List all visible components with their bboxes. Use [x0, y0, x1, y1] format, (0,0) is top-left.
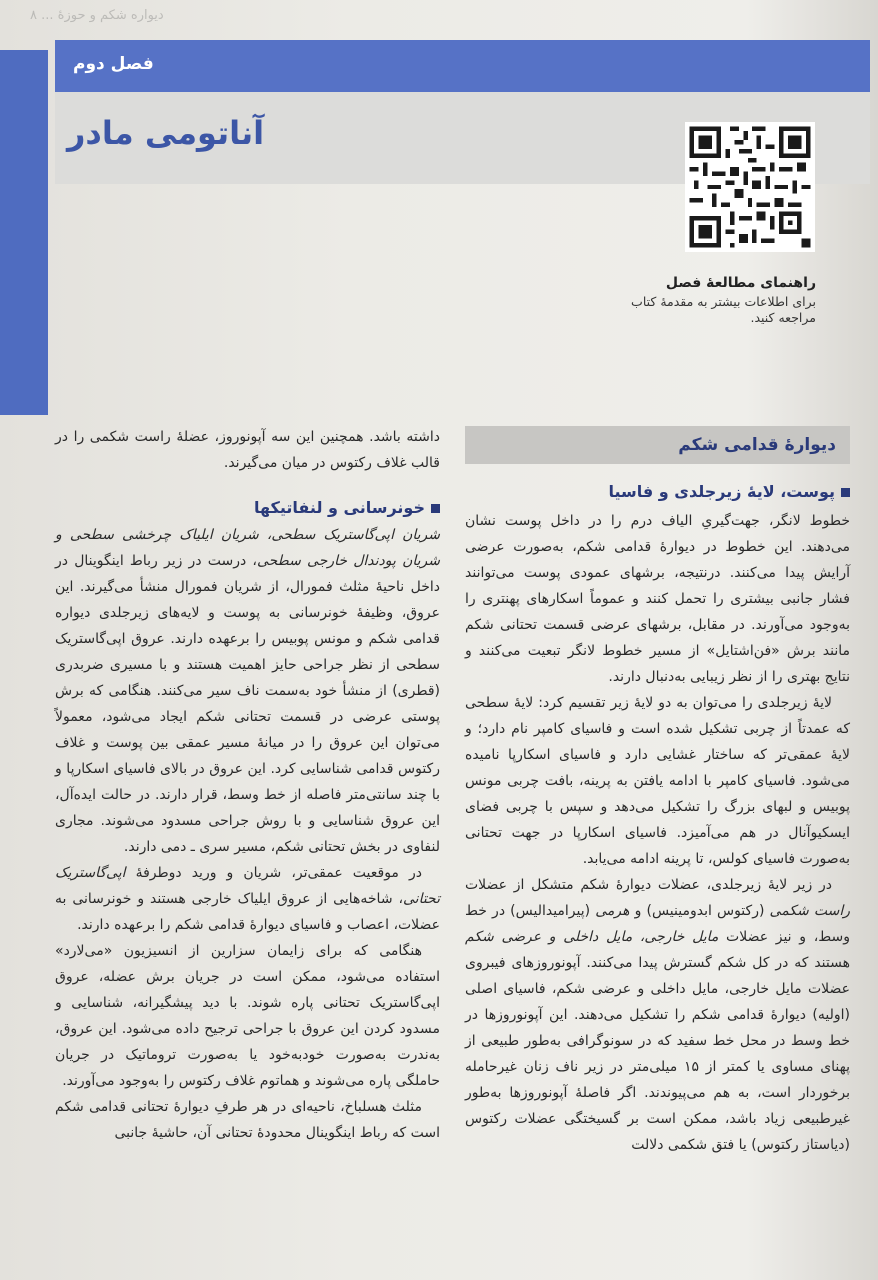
subsection-heading-skin-text: پوست، لایهٔ زیرجلدی و فاسیا [608, 482, 835, 501]
text-run: ، درست در زیر رباط اینگوینال در داخل ناحیهٔ مثلث فمورال، از شریان فمورال منشأ می‌گیرند. این عروق، وظیفهٔ خونرسانی به پوست و لایه‌های زیرجلدی دیواره قدامی شکم و مونس پوبیس را برعهده دارند. عروق اپی‌گاستریک سطحی از نظر جراحی حایز اهمیت هستند و با مسیری ضربدری (قطری) از منشأ خود به‌سمت ناف سیر می‌کنند. هنگامی که برش پوستی عرضی در قسمت تحتانی شکم ایجاد می‌شود، معمولاً می‌توان این عروق را در میانهٔ مسیر عمقی بین پوست و غلاف رکتوس قدامی شناسایی کرد. این عروق در بالای فاسیای اسکارپا و با چند سانتی‌متر فاصله از خط وسط، قرار دارند. در حالت ایده‌آل، این عروق شناسایی و با روش جراحی مسدود می‌شوند. مجاری لنفاوی در بخش تحتانی شکم، مسیر سری ـ دمی دارند. [55, 553, 440, 855]
italic-term: شریان اپی‌گاستریک سطحی، شریان ایلیاک چرخشی سطحی و شریان پودندال خارجی سطحی [55, 527, 441, 569]
subsection-heading-blood [55, 496, 440, 522]
text-run: در موقعیت عمقی‌تر، شریان و ورید دوطرفهٔ [125, 865, 422, 881]
paragraph: لایهٔ زیرجلدی را می‌توان به دو لایهٔ زیر تقسیم کرد: لایهٔ سطحی که عمدتاً از چربی تشکیل شده است و فاسیای کامپر نام دارد؛ و لایهٔ عمقی‌تر که ساختار غشایی دارد و فاسیای اسکارپا نامیده می‌شود. فاسیای کامپر با ادامه یافتن به پرینه، بافت چربی مونس پوبیس و لبهای بزرگ را تشکیل می‌دهد و سپس با چربی فضای ایسکیوآنال در هم می‌آمیزد. فاسیای اسکارپا در جهت تحتانی به‌صورت فاسیای کولس، تا پرینه ادامه می‌یابد. [465, 695, 850, 867]
running-head: دیواره شکم و حوزهٔ ... ۸ [30, 8, 164, 23]
subsection-heading-blood-text: خونرسانی و لنفاتیکها [253, 498, 425, 517]
section-heading-box [465, 426, 850, 464]
text-run: (پیرامیدالیس) در خط وسط، و نیز عضلات [465, 903, 850, 945]
chapter-label: فصل دوم [73, 54, 154, 74]
square-bullet-icon [841, 488, 850, 497]
qr-code-icon[interactable] [685, 122, 815, 252]
square-bullet-icon [431, 504, 440, 513]
italic-term: اپی‌گاستریک تحتانی [55, 865, 440, 907]
paragraph [465, 872, 850, 1158]
italic-term: راست شکمی [769, 903, 850, 919]
paragraph: داشته باشد. همچنین این سه آپونوروز، عضلهٔ راست شکمی را در قالب غلاف رکتوس در میان می‌گیرند. [55, 429, 440, 471]
chapter-title: آناتومی مادر [67, 114, 265, 152]
italic-term: مایل خارجی، مایل داخلی و عرضی شکم [465, 929, 719, 945]
section-heading: دیوارهٔ قدامی شکم [678, 435, 836, 455]
paragraph: خطوط لانگر، جهت‌گیریِ الیاف درم را در داخل پوست نشان می‌دهند. این خطوط در دیوارهٔ قدامی شکم، به‌صورت عرضی آرایش پیدا می‌کنند. درنتیجه، برشهای عمودی پوست می‌توانند فشار جانبی بیشتری را تحمل کنند و عموماً اسکارهای پهنتری را به‌وجود می‌آورند. در مقابل، برشهای عرضی قسمت تحتانی شکم مانند برش «فن‌اشتایل» از مسیر خطوط لانگر تبعیت می‌کنند و نتایج بهتری را از نظر زیبایی به‌دنبال دارند. [465, 513, 850, 685]
paragraph [55, 522, 440, 860]
text-run: هستند که در کل شکم گسترش پیدا می‌کنند. آپونوروزهای فیبروی عضلات مایل خارجی، مایل داخلی و عرضی شکم، فاسیای اصلی (اولیه) دیوارهٔ قدامی شکم را تشکیل می‌دهند. این آپونوروزها در خط وسط در محل خط سفید که در سونوگرافی به‌طور طبیعی از پهنای مساوی یا کمتر از ۱۵ میلی‌متر در زیر ناف زنان غیرحامله برخوردار است، به هم می‌پیوندند. اگر فاصلهٔ آپونوروزها به‌طور غیرطبیعی زیاد باشد، ممکن است بر گسیختگی عضلات رکتوس (دیاستاز رکتوس) یا فتق شکمی دلالت [465, 955, 851, 1153]
right-column [465, 508, 850, 1158]
paragraph: مثلث هسلباخ، ناحیه‌ای در هر طرفِ دیوارهٔ تحتانی قدامی شکم است که رباط اینگوینال محدودهٔ تحتانی آن، حاشیهٔ جانبی [55, 1099, 440, 1141]
chapter-side-band [0, 50, 48, 415]
paragraph: هنگامی که برای زایمان سزارین از انسیزیون «می‌لارد» استفاده می‌شود، ممکن است در جریان برش عضله، عروق اپی‌گاستریک تحتانی پاره شوند. با دید پیشگیرانه، شناسایی و مسدود کردن این عروق با جراحی ترجیح داده می‌شود. این عروق، به‌ندرت به‌صورت خودبه‌خود یا به‌صورت تروماتیک در جریان حاملگی پاره می‌شوند و هماتوم غلاف رکتوس را به‌وجود می‌آورند. [55, 943, 440, 1089]
spacer [55, 476, 440, 496]
text-run: (رکتوس ابدومینیس) و [629, 903, 770, 919]
italic-term: هرمی [595, 903, 630, 919]
left-column [55, 424, 440, 1146]
study-guide-title: راهنمای مطالعهٔ فصل [665, 275, 816, 291]
study-guide-text: برای اطلاعات بیشتر به مقدمهٔ کتاب مراجعه کنید. [631, 294, 816, 325]
subsection-heading-skin [608, 482, 850, 501]
text-run: ، شاخه‌هایی از عروق ایلیاک خارجی هستند و خونرسانی به عضلات، اعصاب و فاسیای دیوارهٔ قدامی شکم را برعهده دارند. [55, 891, 440, 933]
chapter-bar [55, 40, 870, 92]
text-run: در زیر لایهٔ زیرجلدی، عضلات دیوارهٔ شکم متشکل از عضلات [465, 877, 832, 893]
paragraph [55, 860, 440, 938]
